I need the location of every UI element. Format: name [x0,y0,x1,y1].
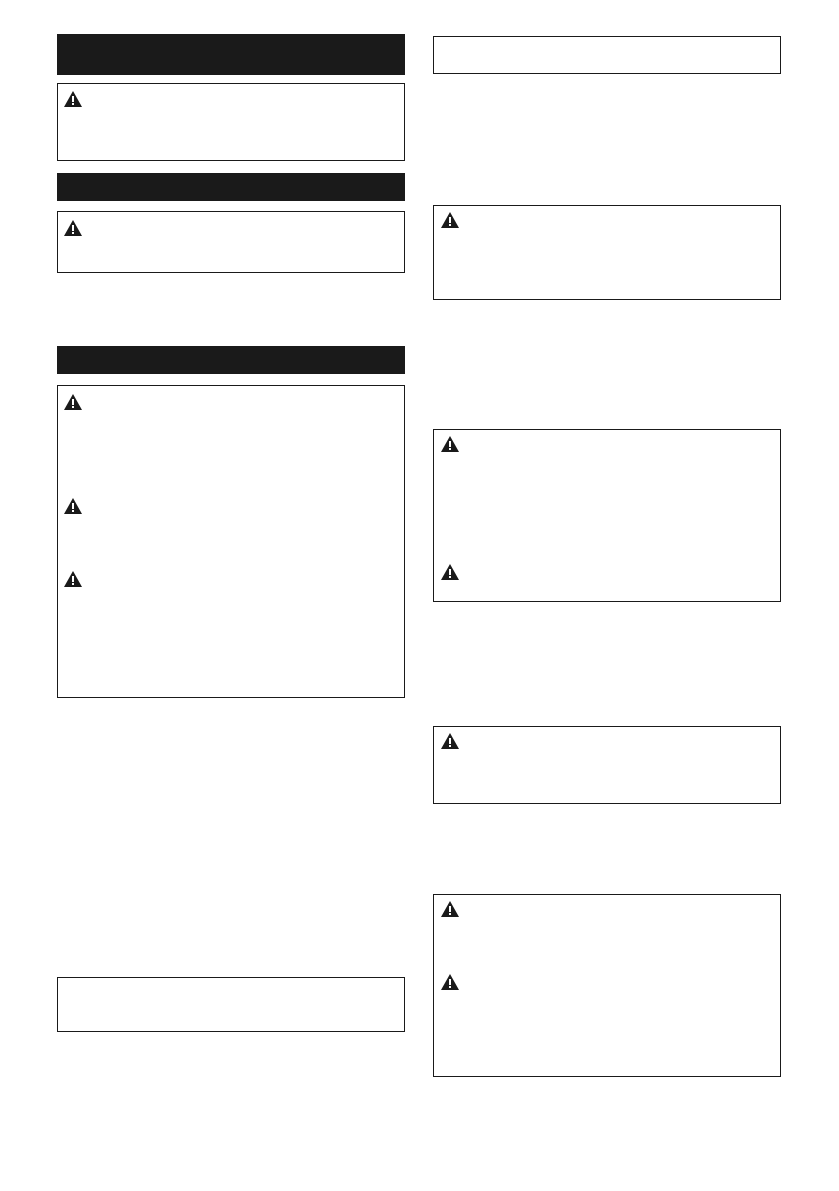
note-box-left [57,977,405,1032]
warning-triangle-icon [441,212,459,228]
warning-box-5 [433,429,781,602]
warning-box-1 [57,83,405,161]
warning-box-7 [433,894,781,1077]
warning-triangle-icon [64,220,82,236]
section-header-bar-1 [57,34,405,75]
warning-triangle-icon [441,436,459,452]
warning-triangle-icon [64,91,82,107]
warning-triangle-icon [64,498,82,514]
warning-triangle-icon [441,733,459,749]
warning-box-6 [433,726,781,804]
warning-triangle-icon [441,974,459,990]
warning-box-4 [433,205,781,300]
section-header-bar-2 [57,173,405,201]
section-header-bar-3 [57,346,405,374]
warning-triangle-icon [64,394,82,410]
warning-box-3 [57,385,405,698]
warning-triangle-icon [441,564,459,580]
warning-triangle-icon [64,571,82,587]
note-box-right-top [433,36,781,74]
warning-box-2 [57,211,405,273]
warning-triangle-icon [441,901,459,917]
